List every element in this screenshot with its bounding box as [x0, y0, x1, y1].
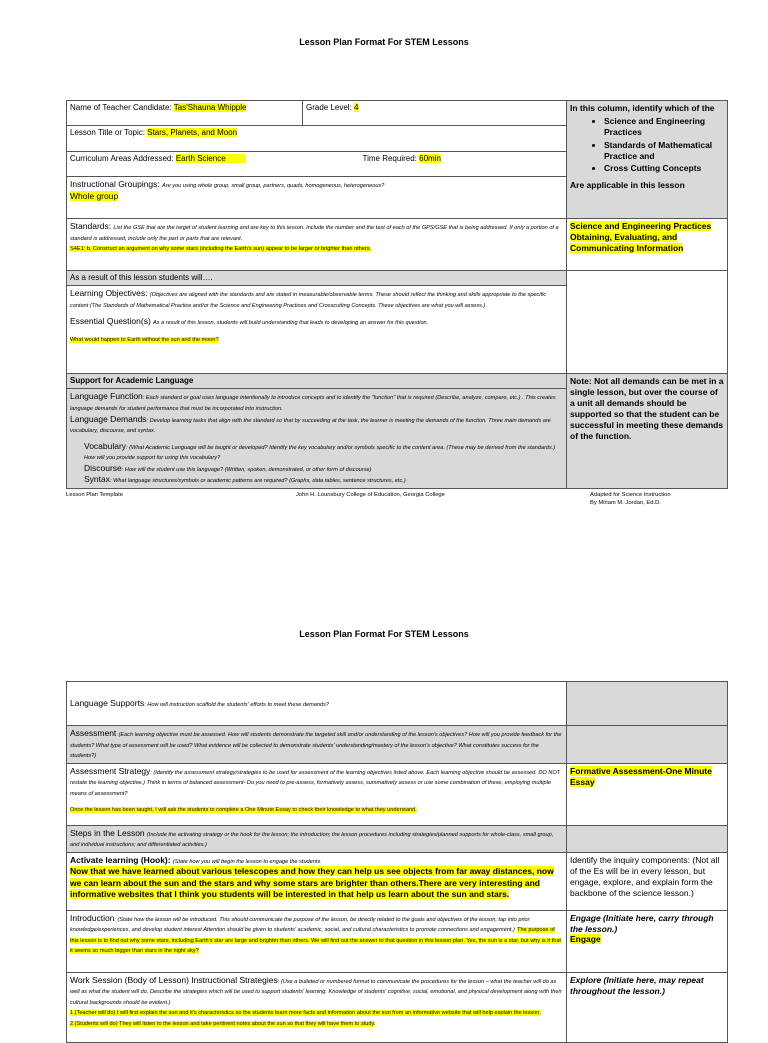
standards-cell — [67, 219, 567, 271]
right-list — [570, 116, 724, 174]
engage-right-cell — [567, 910, 728, 972]
grade-label: Grade Level: — [306, 103, 352, 112]
strategy-right: Formative Assessment-One Minute Essay — [570, 765, 712, 787]
lesson-plan-table-page2 — [66, 681, 728, 1043]
footer-right-line: Adapted for Science Instruction — [590, 492, 671, 498]
support-header: Support for Academic Language — [67, 374, 567, 389]
strategy-cell — [67, 763, 567, 825]
hook-value: Now that we have learned about various telescopes and how they can help us see objects from far away distances, now we can learn about the sun and the stars and why some stars are brighter than others.There are very interesting and informative websites that I think you students will be interested in that help us learn about the sun and stars. — [70, 866, 554, 899]
hook-hint: (State how you will begin the lesson to engage the students. — [172, 858, 322, 865]
steps-hint: (Include the activating strategy or the hook for the lesson; the introduction; the lesson procedures including strategies/planned supports for whole-class, small group, and individual instructions; and differentiated activities.) — [70, 831, 554, 849]
discourse-label: Discourse — [84, 462, 122, 473]
topic-label: Lesson Title or Topic: — [70, 128, 146, 137]
steps-right-cell — [567, 825, 728, 852]
groupings-hint: Are you using whole group, small group, partners, quads, homogeneous, heterogeneous? — [162, 183, 385, 189]
assessment-label: Assessment — [70, 728, 117, 738]
supports-cell — [67, 682, 567, 726]
note-right: Note: Not all demands can be met in a single lesson, but over the course of a unit all demands should be supported so that the student can be successful in meeting these demands of the function. — [570, 376, 724, 441]
work-step: 2.(Students will do) They will listen to the lesson and take pertinent notes about the sun so that they will have them to study. — [70, 1020, 376, 1027]
engage-right: Engage (Initiate here, carry through the lesson.) — [570, 912, 714, 934]
intro-hint: : (State how the lesson will be introduced. This should communicate the purpose of the lesson, be directly related to the goals and objectives of the lesson, tap into prior knowledge/experiences, and develop student interest Attention should be given to students' academic, social, and cultural characteristics to promote connections and engagement.) — [70, 916, 530, 934]
eq-value: What would happen to Earth without the sun and the moon? — [70, 336, 219, 343]
steps-cell — [67, 825, 567, 852]
intro-cell — [67, 910, 567, 972]
footer-right-line: By Miriam M. Jordan, Ed.D. — [590, 500, 661, 507]
work-label: Work Session (Body of Lesson) Instructional Strategies — [70, 974, 278, 985]
work-cell — [67, 972, 567, 1042]
assessment-hint: (Each learning objective must be assessed. How will students demonstrate the targeted skill and/or understanding of the lesson's objectives? How will you provide feedback for the students? What type of assessment will be used? What evidence will be collected to demonstrate students' understanding/mastery of the lesson's objective? What constitutes success for the students?) — [70, 732, 562, 760]
groupings-label: Instructional Groupings: — [70, 179, 160, 189]
time-value: 60min — [419, 154, 441, 163]
teacher-label: Name of Teacher Candidate: — [70, 103, 172, 112]
lang-demands-hint: : Develop learning tasks that align with the standard so that by succeeding at the task, the learner is meeting the demands of the function. Three main demands are vocabulary, discourse, and syntax. — [70, 417, 551, 435]
page-title: Lesson Plan Format For STEM Lessons — [299, 629, 469, 639]
right-list-item: • Cross Cutting Concepts — [604, 163, 724, 174]
lang-demands-label: Language Demands — [70, 413, 147, 424]
intro-value: The purpose of this lesson is to find out why some stars, including Earth's star are large and brighter than others. We will find out the answer to that question in this lesson plan. Yes, the sun is a star, but why is it that it seems so much bigger than stars in the night sky? — [70, 927, 561, 955]
standards-right-cell — [567, 219, 728, 271]
discourse-hint: : How will the student use this language? (Written, spoken, demonstrated, or other form of discourse) — [121, 466, 372, 473]
language-cell — [67, 389, 567, 488]
empty-right-cell — [567, 271, 728, 374]
grade-cell — [303, 101, 567, 126]
time-label: Time Required: — [362, 154, 417, 163]
groupings-cell — [67, 177, 567, 219]
groupings-value: Whole group — [70, 190, 119, 201]
curriculum-value: Earth Science — [176, 154, 246, 163]
footer-right — [590, 491, 671, 508]
explore-right-cell — [567, 972, 728, 1042]
hook-label: Activate learning (Hook): — [70, 854, 171, 865]
topic-value: Stars, Planets, and Moon — [147, 128, 238, 137]
time-cell — [303, 152, 567, 177]
grade-value: 4 — [354, 103, 359, 112]
hook-cell — [67, 852, 567, 910]
strategy-value: Once the lesson has been taught, I will ask the students to complete a One Minute Essay to check their knowledge to what they understand. — [70, 807, 417, 814]
topic-cell — [67, 126, 567, 152]
eq-hint: As a result of this lesson, students will build understanding that leads to developing an answer for this question. — [153, 320, 429, 327]
right-list-item: • Standards of Mathematical Practice and — [604, 140, 724, 162]
strategy-label: Assessment Strategy — [70, 765, 151, 776]
result-header: As a result of this lesson students will…. — [67, 271, 567, 286]
vocab-label: Vocabulary — [84, 440, 127, 451]
assessment-right-cell — [567, 726, 728, 764]
assessment-cell — [67, 726, 567, 764]
curriculum-cell — [67, 152, 303, 177]
footer-center: John H. Lounsbury College of Education, Georgia College — [296, 492, 445, 498]
teacher-value: Tas'Shauna Whipple — [173, 103, 247, 112]
right-intro-text: In this column, identify which of the — [570, 103, 715, 113]
objectives-label: Learning Objectives: — [70, 288, 148, 299]
engage-right-value: Engage — [570, 934, 601, 945]
vocab-hint: : (What Academic Language will be taught or developed? Identify the key vocabulary and/or symbols specific to the content area. (These may be derived from the standards.) How will you provide support for using this vocabulary? — [84, 444, 556, 462]
strategy-right-cell — [567, 763, 728, 825]
standards-hint: List the GSE that are the target of student learning and are key to this lesson. Include the number and the text of each of the GPS/GSE that is being addressed. If only a portion of a standard is addressed, include only the part or parts that are relevant. — [70, 225, 559, 242]
steps-label: Steps in the Lesson — [70, 827, 145, 838]
explore-right: Explore (Initiate here, may repeat throughout the lesson.) — [570, 974, 704, 996]
footer-left: Lesson Plan Template — [66, 492, 123, 498]
objectives-cell — [67, 286, 567, 374]
inquiry-right-cell — [567, 852, 728, 910]
syntax-label: Syntax — [84, 474, 110, 485]
supports-label: Language Supports — [70, 697, 145, 708]
inquiry-right: Identify the inquiry components: (Not all of the Es will be in every lesson, but engage, explore, and explain form the backbone of the science lesson.) — [570, 854, 720, 899]
teacher-cell — [67, 101, 303, 126]
right-list-item: • Science and Engineering Practices — [604, 116, 724, 138]
page-title: Lesson Plan Format For STEM Lessons — [299, 37, 469, 47]
syntax-hint: : What language structures/symbols or academic patterns are required? (Graphs, data tables, sentence structures, etc.) — [110, 478, 406, 485]
eq-label: Essential Question(s) — [70, 316, 151, 327]
intro-label: Introduction — [70, 912, 115, 923]
lang-function-label: Language Function — [70, 391, 143, 402]
supports-right-cell — [567, 682, 728, 726]
right-column-intro — [567, 101, 728, 219]
curriculum-label: Curriculum Areas Addressed: — [70, 154, 174, 163]
objectives-hint: (Objectives are aligned with the standards and are stated in measurable/observable terms. These should reflect the thinking and skills appropriate to the specific content (The Standards of Mathematical Practice and/or the Science and Engineering Practices and Crosscutting Concepts. These objectives are what you will assess.) — [70, 292, 547, 309]
work-hint: : (Use a bulleted or numbered format to communicate the procedures for the lesson – what the teacher will do as well as what the student will do. Describe the strategies which will be used to support students' learning. Knowledge of students' cognitive, social, emotional, and physical development along with their cultural backgrounds should be evident.) — [70, 978, 562, 1006]
lesson-plan-table-page1 — [66, 100, 728, 489]
standards-value: S4E1: b. Construct an argument on why some stars (including the Earth's sun) appear to be larger or brighter than others. — [70, 246, 372, 253]
strategy-hint: : (Identify the assessment strategy/strategies to be used for assessment of the learning objectives listed above. Each learning objective should be assessed. DO NOT restate the learning objective.) Think in terms of balanced assessment- Do you need to pre-assess, formatively assess, summatively assess or use some combination of these, employing multiple means of assessment? — [70, 769, 561, 797]
supports-hint: : How will instruction scaffold the students' efforts to meet these demands? — [144, 701, 330, 708]
right-outro-text: Are applicable in this lesson — [570, 180, 685, 191]
work-step: 1.(Teacher will do) I will first explain the sun and it's characteristics so the students learn more facts and information about the sun from an informative website that will help explain the lesson. — [70, 1010, 541, 1017]
note-cell — [567, 374, 728, 489]
lang-function-hint: : Each standard or goal uses language intentionally to introduce concepts and to identify the "function" that is required (Describe, analyze, compare, etc.) . This creates language demands for student performance that must be incorporated into instruction. — [70, 395, 556, 413]
standards-label: Standards: — [70, 221, 112, 231]
standards-right: Science and Engineering Practices Obtaining, Evaluating, and Communicating Information — [570, 221, 712, 254]
